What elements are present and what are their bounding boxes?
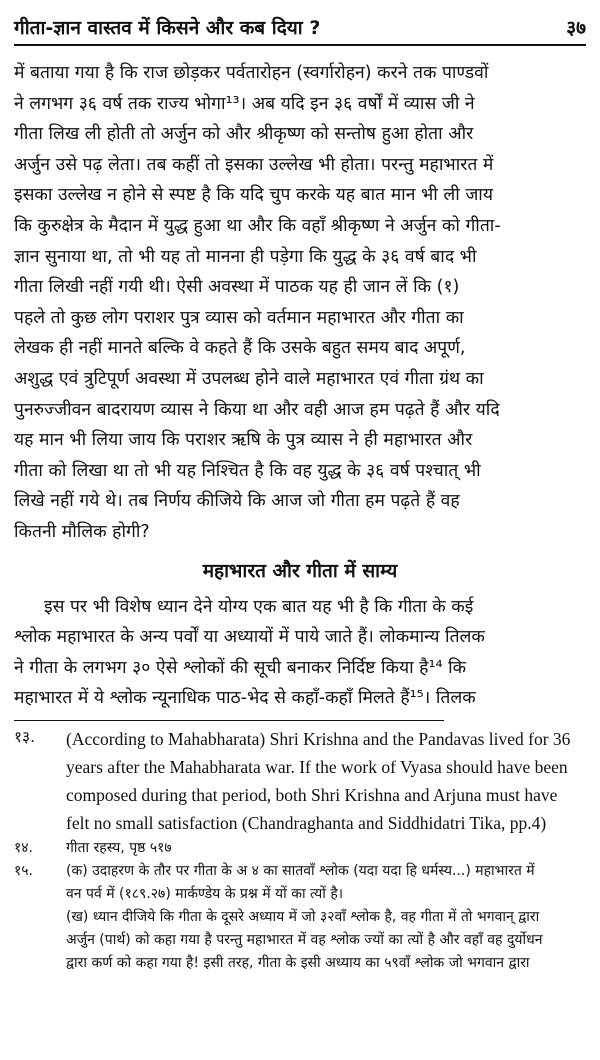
- text-line: ज्ञान सुनाया था, तो भी यह तो मानना ही पड़ेगा कि युद्ध के ३६ वर्ष बाद भी: [14, 246, 477, 267]
- text-line: ने गीता के लगभग ३० ऐसे श्लोकों की सूची बनाकर निर्दिष्ट किया है¹⁴ कि: [14, 657, 467, 678]
- section-heading: महाभारत और गीता में साम्य: [202, 559, 398, 582]
- text-line: लिखे नहीं गये थे। तब निर्णय कीजिये कि आज जो गीता हम पढ़ते हैं वह: [14, 491, 460, 512]
- text-line: अशुद्ध एवं त्रुटिपूर्ण अवस्था में उपलब्ध होने वाले महाभारत एवं गीता ग्रंथ का: [14, 368, 484, 389]
- footnote-number: १४.: [14, 839, 34, 856]
- text-line: गीता लिख ली होती तो अर्जुन को और श्रीकृष्ण को सन्तोष हुआ होता और: [14, 124, 474, 145]
- text-line: गीता को लिखा था तो भी यह निश्चित है कि वह युद्ध के ३६ वर्ष पश्चात् भी: [14, 460, 481, 481]
- footnote-14: [14, 837, 586, 860]
- text-line: कि कुरुक्षेत्र के मैदान में युद्ध हुआ था और कि वहाँ श्रीकृष्ण ने अर्जुन को गीता-: [14, 215, 501, 236]
- footnote-number: १३.: [14, 727, 36, 746]
- chapter-title: गीता-ज्ञान वास्तव में किसने और कब दिया ?: [14, 17, 321, 39]
- footnote-line: अर्जुन (पार्थ) को कहा गया है परन्तु महाभारत में वह श्लोक ज्यों का त्यों है और वहाँ वह दुर्योधन: [66, 931, 543, 948]
- footnote-line: वन पर्व में (१८९.२७) मार्कण्डेय के प्रश्न में यों का त्यों है।: [66, 885, 344, 902]
- text-line: लेखक ही नहीं मानते बल्कि वे कहते हैं कि उसके बहुत समय बाद अपूर्ण,: [14, 338, 466, 359]
- text-line: ने लगभग ३६ वर्ष तक राज्य भोगा¹³। अब यदि इन ३६ वर्षों में व्यास जी ने: [14, 93, 475, 114]
- running-header: [14, 0, 586, 40]
- footnote-line: द्वारा कर्ण को कहा गया है! इसी तरह, गीता के इसी अध्याय का ५९वाँ श्लोक जो भगवान द्वारा: [66, 954, 530, 971]
- footnote-line: years after the Mahabharata war. If the work of Vyasa should have been: [66, 756, 568, 777]
- footnote-line: (According to Mahabharata) Shri Krishna and the Pandavas lived for 36: [66, 728, 571, 749]
- footnote-line: composed during that period, both Shri Krishna and Arjuna must have: [66, 784, 558, 805]
- footnote-15: [14, 860, 586, 906]
- paragraph-1: [14, 58, 586, 548]
- footnote-rule: [14, 720, 444, 721]
- footnote-text: गीता रहस्य, पृष्ठ ५१७: [66, 839, 172, 856]
- footnote-number: १५.: [14, 862, 34, 879]
- text-line: यह मान भी लिया जाय कि पराशर ऋषि के पुत्र व्यास ने ही महाभारत और: [14, 430, 473, 451]
- footnote-line: (क) उदाहरण के तौर पर गीता के अ ४ का सातवाँ श्लोक (यदा यदा हि धर्मस्य...) महाभारत में: [66, 862, 535, 879]
- footnote-text: [66, 725, 570, 837]
- paragraph-2: [14, 592, 586, 714]
- footnote-13: [14, 725, 586, 837]
- text-line: पहले तो कुछ लोग पराशर पुत्र व्यास को वर्तमान महाभारत और गीता का: [14, 307, 464, 328]
- text-line: में बताया गया है कि राज छोड़कर पर्वतारोहन (स्वर्गारोहन) करने तक पाण्डवों: [14, 63, 489, 83]
- page-number: ३७: [566, 17, 586, 39]
- text-line: महाभारत में ये श्लोक न्यूनाधिक पाठ-भेद से कहाँ-कहाँ मिलते हैं¹⁵। तिलक: [14, 688, 476, 709]
- text-line: पुनरुज्जीवन बादरायण व्यास ने किया था और वही आज हम पढ़ते हैं और यदि: [14, 399, 500, 420]
- text-line: इसका उल्लेख न होने से स्पष्ट है कि यदि चुप करके यह बात मान भी ली जाय: [14, 185, 493, 206]
- text-line: इस पर भी विशेष ध्यान देने योग्य एक बात यह भी है कि गीता के कई: [44, 596, 474, 617]
- header-rule: [14, 44, 586, 46]
- text-line: अर्जुन उसे पढ़ लेता। तब कहीं तो इसका उल्लेख भी होता। परन्तु महाभारत में: [14, 154, 494, 175]
- text-line: श्लोक महाभारत के अन्य पर्वों या अध्यायों में पाये जाते हैं। लोकमान्य तिलक: [14, 627, 485, 648]
- footnote-text: [66, 860, 535, 906]
- footnote-line: felt no small satisfaction (Chandraghanta and Siddhidatri Tika, pp.4): [66, 812, 547, 833]
- text-line: गीता लिखी नहीं गयी थी। ऐसी अवस्था में पाठक यह ही जान लें कि (१): [14, 277, 460, 298]
- footnote-line: (ख) ध्यान दीजिये कि गीता के दूसरे अध्याय में जो ३२वाँ श्लोक है, वह गीता में तो भगवान् द्वारा: [66, 908, 540, 925]
- text-line: कितनी मौलिक होगी?: [14, 521, 150, 542]
- footnotes: [14, 725, 586, 975]
- footnote-15-continued: [14, 906, 586, 975]
